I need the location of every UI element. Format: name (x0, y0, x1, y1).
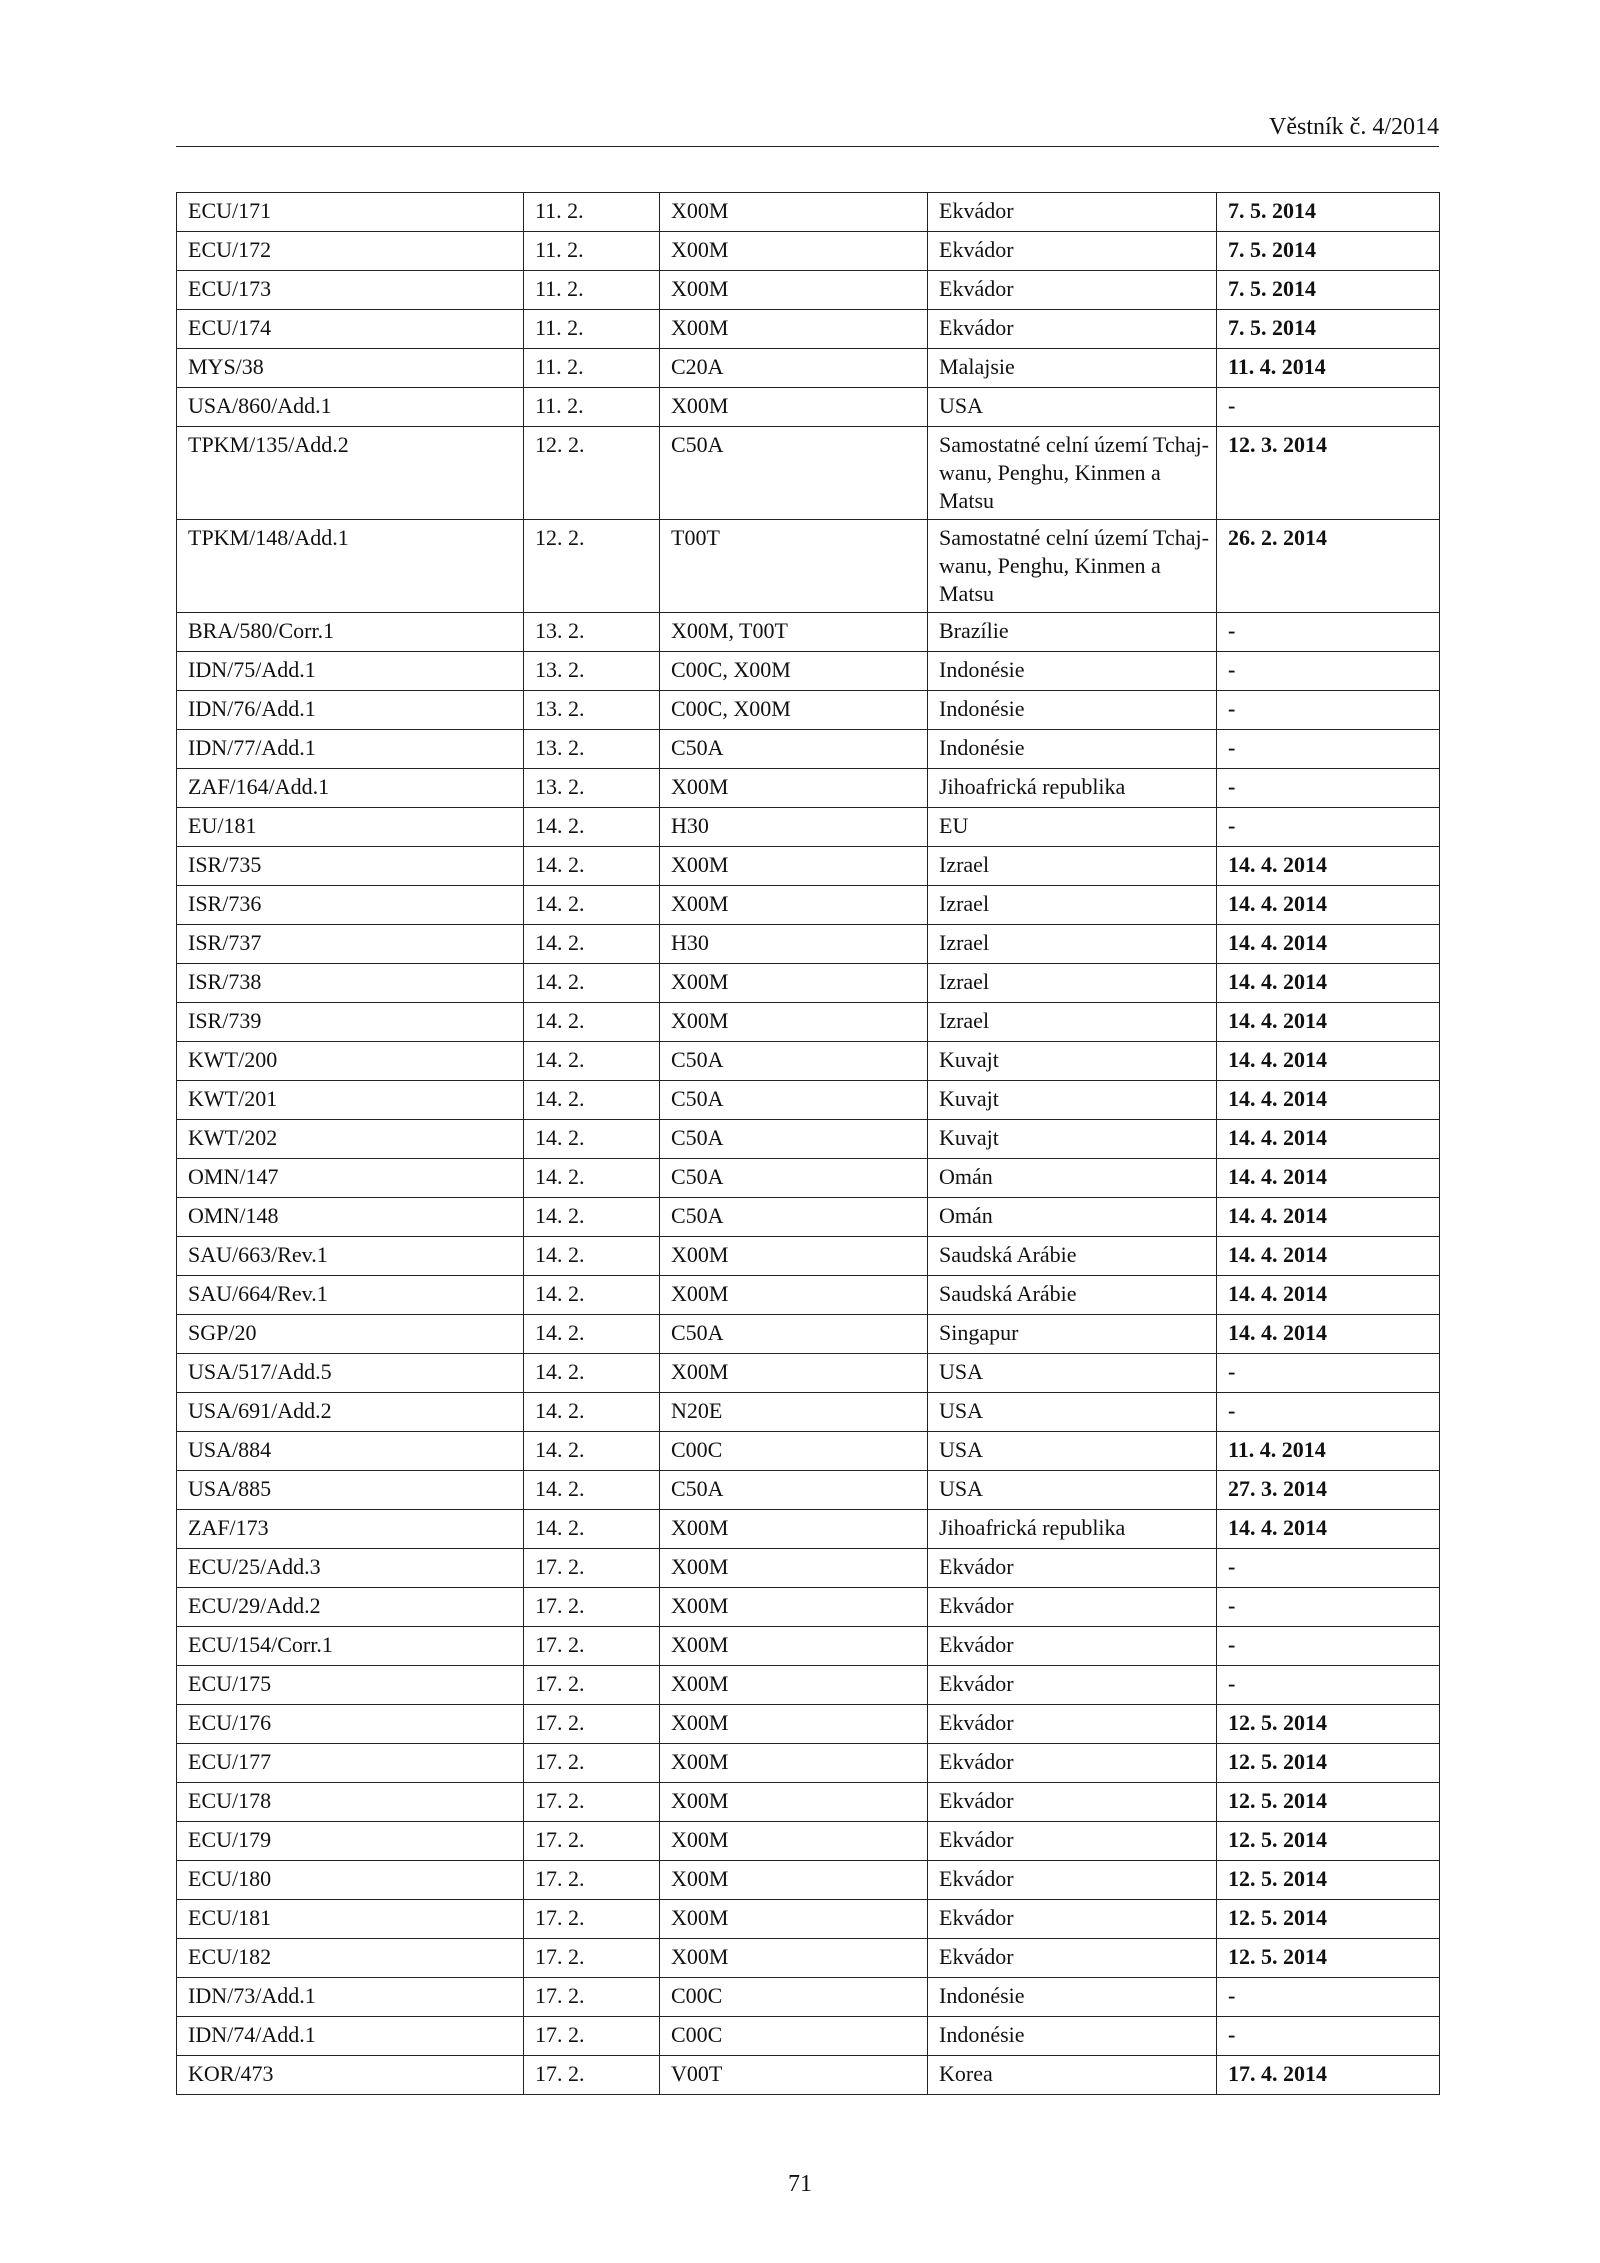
country-cell: Ekvádor (928, 193, 1217, 232)
table-row (177, 1939, 1440, 1978)
country-cell: Kuvajt (928, 1120, 1217, 1159)
measure-code-cell: C50A (660, 1159, 928, 1198)
comment-deadline-cell: 14. 4. 2014 (1217, 847, 1440, 886)
table-row (177, 1315, 1440, 1354)
comment-deadline-cell: 14. 4. 2014 (1217, 1081, 1440, 1120)
comment-deadline-cell: - (1217, 1549, 1440, 1588)
table-row (177, 1471, 1440, 1510)
country-cell: Ekvádor (928, 310, 1217, 349)
measure-code-cell: X00M (660, 1237, 928, 1276)
notification-date-cell: 17. 2. (524, 1666, 660, 1705)
measure-code-cell: X00M (660, 1666, 928, 1705)
measure-code-cell: X00M (660, 1354, 928, 1393)
measure-code-cell: C20A (660, 349, 928, 388)
table-row (177, 1120, 1440, 1159)
notification-date-cell: 17. 2. (524, 1744, 660, 1783)
notification-date-cell: 17. 2. (524, 1822, 660, 1861)
table-row (177, 808, 1440, 847)
measure-code-cell: X00M (660, 1276, 928, 1315)
table-row (177, 2056, 1440, 2095)
comment-deadline-cell: - (1217, 2017, 1440, 2056)
measure-code-cell: X00M (660, 847, 928, 886)
document-id-cell: ISR/735 (177, 847, 524, 886)
country-cell: USA (928, 1471, 1217, 1510)
comment-deadline-cell: 12. 5. 2014 (1217, 1744, 1440, 1783)
table-row (177, 1783, 1440, 1822)
table-row (177, 1432, 1440, 1471)
comment-deadline-cell: 12. 5. 2014 (1217, 1900, 1440, 1939)
comment-deadline-cell: 14. 4. 2014 (1217, 1276, 1440, 1315)
country-cell: Indonésie (928, 1978, 1217, 2017)
document-id-cell: KOR/473 (177, 2056, 524, 2095)
notification-date-cell: 13. 2. (524, 613, 660, 652)
notification-date-cell: 11. 2. (524, 388, 660, 427)
notification-date-cell: 14. 2. (524, 886, 660, 925)
measure-code-cell: C00C (660, 1978, 928, 2017)
notification-date-cell: 17. 2. (524, 1783, 660, 1822)
document-id-cell: SAU/663/Rev.1 (177, 1237, 524, 1276)
table-row (177, 1822, 1440, 1861)
document-id-cell: ZAF/173 (177, 1510, 524, 1549)
measure-code-cell: X00M (660, 232, 928, 271)
country-cell: Izrael (928, 964, 1217, 1003)
table-row (177, 232, 1440, 271)
measure-code-cell: X00M (660, 1783, 928, 1822)
measure-code-cell: N20E (660, 1393, 928, 1432)
measure-code-cell: X00M, T00T (660, 613, 928, 652)
notification-date-cell: 14. 2. (524, 847, 660, 886)
table-row (177, 1393, 1440, 1432)
table-row (177, 769, 1440, 808)
notification-date-cell: 14. 2. (524, 1354, 660, 1393)
country-cell: Omán (928, 1159, 1217, 1198)
comment-deadline-cell: - (1217, 1588, 1440, 1627)
country-cell: Brazílie (928, 613, 1217, 652)
country-cell: Ekvádor (928, 271, 1217, 310)
measure-code-cell: X00M (660, 1627, 928, 1666)
document-id-cell: KWT/201 (177, 1081, 524, 1120)
document-id-cell: ECU/172 (177, 232, 524, 271)
country-cell: Indonésie (928, 730, 1217, 769)
country-cell: Saudská Arábie (928, 1276, 1217, 1315)
document-id-cell: ECU/175 (177, 1666, 524, 1705)
table-body (177, 193, 1440, 2095)
country-cell: Ekvádor (928, 1705, 1217, 1744)
document-id-cell: ISR/737 (177, 925, 524, 964)
comment-deadline-cell: - (1217, 652, 1440, 691)
comment-deadline-cell: 12. 5. 2014 (1217, 1939, 1440, 1978)
country-cell: Malajsie (928, 349, 1217, 388)
table-row (177, 652, 1440, 691)
notification-date-cell: 17. 2. (524, 1861, 660, 1900)
measure-code-cell: X00M (660, 1744, 928, 1783)
country-cell: Singapur (928, 1315, 1217, 1354)
document-id-cell: ECU/182 (177, 1939, 524, 1978)
table-row (177, 613, 1440, 652)
notification-date-cell: 14. 2. (524, 1042, 660, 1081)
notification-date-cell: 17. 2. (524, 1900, 660, 1939)
comment-deadline-cell: - (1217, 769, 1440, 808)
document-id-cell: ECU/176 (177, 1705, 524, 1744)
country-cell: Jihoafrická republika (928, 769, 1217, 808)
country-cell: EU (928, 808, 1217, 847)
table-row (177, 1198, 1440, 1237)
page-number: 71 (788, 2171, 812, 2197)
table-row (177, 1276, 1440, 1315)
document-id-cell: TPKM/148/Add.1 (177, 520, 524, 613)
document-id-cell: TPKM/135/Add.2 (177, 427, 524, 520)
notification-date-cell: 14. 2. (524, 1393, 660, 1432)
measure-code-cell: X00M (660, 1939, 928, 1978)
measure-code-cell: C50A (660, 1315, 928, 1354)
country-cell: Izrael (928, 886, 1217, 925)
measure-code-cell: C50A (660, 1081, 928, 1120)
comment-deadline-cell: 14. 4. 2014 (1217, 886, 1440, 925)
document-id-cell: ISR/736 (177, 886, 524, 925)
notification-date-cell: 11. 2. (524, 193, 660, 232)
country-cell: Kuvajt (928, 1081, 1217, 1120)
notification-date-cell: 14. 2. (524, 1471, 660, 1510)
comment-deadline-cell: 7. 5. 2014 (1217, 193, 1440, 232)
table-row (177, 1354, 1440, 1393)
notification-date-cell: 14. 2. (524, 1081, 660, 1120)
country-cell: USA (928, 1432, 1217, 1471)
document-id-cell: KWT/202 (177, 1120, 524, 1159)
notification-date-cell: 17. 2. (524, 1939, 660, 1978)
notification-date-cell: 14. 2. (524, 1237, 660, 1276)
comment-deadline-cell: 14. 4. 2014 (1217, 1510, 1440, 1549)
notification-date-cell: 12. 2. (524, 520, 660, 613)
comment-deadline-cell: 14. 4. 2014 (1217, 1003, 1440, 1042)
country-cell: Ekvádor (928, 1588, 1217, 1627)
notification-date-cell: 13. 2. (524, 691, 660, 730)
document-id-cell: ECU/179 (177, 1822, 524, 1861)
country-cell: Jihoafrická republika (928, 1510, 1217, 1549)
table-row (177, 271, 1440, 310)
document-id-cell: ECU/174 (177, 310, 524, 349)
document-id-cell: USA/884 (177, 1432, 524, 1471)
table-row (177, 886, 1440, 925)
notification-date-cell: 11. 2. (524, 232, 660, 271)
document-id-cell: IDN/75/Add.1 (177, 652, 524, 691)
measure-code-cell: X00M (660, 193, 928, 232)
comment-deadline-cell: 14. 4. 2014 (1217, 1120, 1440, 1159)
notification-date-cell: 14. 2. (524, 1276, 660, 1315)
measure-code-cell: X00M (660, 769, 928, 808)
comment-deadline-cell: - (1217, 1393, 1440, 1432)
measure-code-cell: C50A (660, 427, 928, 520)
document-id-cell: ISR/738 (177, 964, 524, 1003)
country-cell: Ekvádor (928, 1822, 1217, 1861)
country-cell: Kuvajt (928, 1042, 1217, 1081)
document-id-cell: ECU/173 (177, 271, 524, 310)
document-id-cell: OMN/147 (177, 1159, 524, 1198)
measure-code-cell: X00M (660, 886, 928, 925)
table-row (177, 1666, 1440, 1705)
measure-code-cell: T00T (660, 520, 928, 613)
notification-date-cell: 14. 2. (524, 808, 660, 847)
comment-deadline-cell: 7. 5. 2014 (1217, 271, 1440, 310)
document-id-cell: USA/860/Add.1 (177, 388, 524, 427)
notification-date-cell: 14. 2. (524, 1159, 660, 1198)
table-row (177, 1861, 1440, 1900)
document-id-cell: SAU/664/Rev.1 (177, 1276, 524, 1315)
notification-date-cell: 14. 2. (524, 1432, 660, 1471)
measure-code-cell: C50A (660, 1042, 928, 1081)
document-id-cell: ECU/29/Add.2 (177, 1588, 524, 1627)
country-cell: Indonésie (928, 652, 1217, 691)
measure-code-cell: X00M (660, 1549, 928, 1588)
comment-deadline-cell: 14. 4. 2014 (1217, 1198, 1440, 1237)
measure-code-cell: C00C, X00M (660, 652, 928, 691)
country-cell: Samostatné celní území Tchaj-wanu, Penghu, Kinmen a Matsu (928, 520, 1217, 613)
measure-code-cell: C50A (660, 1471, 928, 1510)
notifications-table (176, 192, 1440, 2095)
measure-code-cell: C00C, X00M (660, 691, 928, 730)
measure-code-cell: X00M (660, 388, 928, 427)
document-id-cell: ISR/739 (177, 1003, 524, 1042)
document-id-cell: IDN/73/Add.1 (177, 1978, 524, 2017)
document-id-cell: IDN/76/Add.1 (177, 691, 524, 730)
country-cell: Ekvádor (928, 1627, 1217, 1666)
table-row (177, 1237, 1440, 1276)
country-cell: Ekvádor (928, 1744, 1217, 1783)
country-cell: Izrael (928, 847, 1217, 886)
measure-code-cell: X00M (660, 1900, 928, 1939)
country-cell: Samostatné celní území Tchaj-wanu, Penghu, Kinmen a Matsu (928, 427, 1217, 520)
table-row (177, 964, 1440, 1003)
notification-date-cell: 17. 2. (524, 1627, 660, 1666)
table-row (177, 2017, 1440, 2056)
document-id-cell: OMN/148 (177, 1198, 524, 1237)
table-row (177, 1978, 1440, 2017)
measure-code-cell: X00M (660, 310, 928, 349)
document-id-cell: SGP/20 (177, 1315, 524, 1354)
table-row (177, 388, 1440, 427)
comment-deadline-cell: - (1217, 613, 1440, 652)
document-id-cell: IDN/74/Add.1 (177, 2017, 524, 2056)
table-row (177, 349, 1440, 388)
document-id-cell: MYS/38 (177, 349, 524, 388)
table-row (177, 1510, 1440, 1549)
table-row (177, 193, 1440, 232)
notification-date-cell: 14. 2. (524, 1510, 660, 1549)
country-cell: Omán (928, 1198, 1217, 1237)
document-id-cell: ZAF/164/Add.1 (177, 769, 524, 808)
measure-code-cell: X00M (660, 1861, 928, 1900)
notification-date-cell: 13. 2. (524, 652, 660, 691)
table-row (177, 1549, 1440, 1588)
document-id-cell: ECU/171 (177, 193, 524, 232)
comment-deadline-cell: 26. 2. 2014 (1217, 520, 1440, 613)
table-row (177, 1042, 1440, 1081)
notification-date-cell: 12. 2. (524, 427, 660, 520)
comment-deadline-cell: - (1217, 1627, 1440, 1666)
country-cell: Ekvádor (928, 1939, 1217, 1978)
notification-date-cell: 17. 2. (524, 1705, 660, 1744)
country-cell: Izrael (928, 1003, 1217, 1042)
notification-date-cell: 11. 2. (524, 271, 660, 310)
notification-date-cell: 14. 2. (524, 1003, 660, 1042)
document-id-cell: EU/181 (177, 808, 524, 847)
measure-code-cell: H30 (660, 808, 928, 847)
table-row (177, 1003, 1440, 1042)
measure-code-cell: C00C (660, 2017, 928, 2056)
document-id-cell: USA/691/Add.2 (177, 1393, 524, 1432)
country-cell: Ekvádor (928, 232, 1217, 271)
measure-code-cell: C00C (660, 1432, 928, 1471)
country-cell: USA (928, 388, 1217, 427)
document-id-cell: ECU/25/Add.3 (177, 1549, 524, 1588)
country-cell: Ekvádor (928, 1900, 1217, 1939)
country-cell: Saudská Arábie (928, 1237, 1217, 1276)
measure-code-cell: X00M (660, 1003, 928, 1042)
comment-deadline-cell: 12. 5. 2014 (1217, 1705, 1440, 1744)
country-cell: Ekvádor (928, 1861, 1217, 1900)
table-row (177, 1081, 1440, 1120)
comment-deadline-cell: 7. 5. 2014 (1217, 310, 1440, 349)
comment-deadline-cell: 14. 4. 2014 (1217, 1237, 1440, 1276)
comment-deadline-cell: 17. 4. 2014 (1217, 2056, 1440, 2095)
table-row (177, 427, 1440, 520)
notification-date-cell: 17. 2. (524, 2056, 660, 2095)
document-id-cell: ECU/181 (177, 1900, 524, 1939)
table-row (177, 925, 1440, 964)
comment-deadline-cell: 14. 4. 2014 (1217, 1315, 1440, 1354)
notification-date-cell: 14. 2. (524, 925, 660, 964)
notification-date-cell: 11. 2. (524, 349, 660, 388)
comment-deadline-cell: - (1217, 1978, 1440, 2017)
comment-deadline-cell: 11. 4. 2014 (1217, 1432, 1440, 1471)
table-row (177, 730, 1440, 769)
measure-code-cell: X00M (660, 1705, 928, 1744)
table-row (177, 1588, 1440, 1627)
table-row (177, 1744, 1440, 1783)
measure-code-cell: C50A (660, 1120, 928, 1159)
table-row (177, 1900, 1440, 1939)
document-id-cell: USA/885 (177, 1471, 524, 1510)
country-cell: USA (928, 1354, 1217, 1393)
measure-code-cell: X00M (660, 1588, 928, 1627)
comment-deadline-cell: 12. 5. 2014 (1217, 1783, 1440, 1822)
comment-deadline-cell: 12. 3. 2014 (1217, 427, 1440, 520)
measure-code-cell: X00M (660, 1822, 928, 1861)
comment-deadline-cell: 7. 5. 2014 (1217, 232, 1440, 271)
document-id-cell: USA/517/Add.5 (177, 1354, 524, 1393)
table-row (177, 1159, 1440, 1198)
measure-code-cell: X00M (660, 1510, 928, 1549)
journal-title: Věstník č. 4/2014 (1269, 114, 1439, 140)
comment-deadline-cell: 11. 4. 2014 (1217, 349, 1440, 388)
comment-deadline-cell: 14. 4. 2014 (1217, 1159, 1440, 1198)
country-cell: USA (928, 1393, 1217, 1432)
country-cell: Ekvádor (928, 1783, 1217, 1822)
table-row (177, 310, 1440, 349)
comment-deadline-cell: - (1217, 1666, 1440, 1705)
measure-code-cell: V00T (660, 2056, 928, 2095)
notification-date-cell: 14. 2. (524, 1120, 660, 1159)
comment-deadline-cell: - (1217, 691, 1440, 730)
measure-code-cell: X00M (660, 964, 928, 1003)
document-id-cell: ECU/177 (177, 1744, 524, 1783)
document-id-cell: ECU/180 (177, 1861, 524, 1900)
table-row (177, 1705, 1440, 1744)
notification-date-cell: 13. 2. (524, 730, 660, 769)
country-cell: Indonésie (928, 691, 1217, 730)
document-id-cell: IDN/77/Add.1 (177, 730, 524, 769)
notification-date-cell: 14. 2. (524, 964, 660, 1003)
country-cell: Korea (928, 2056, 1217, 2095)
comment-deadline-cell: 12. 5. 2014 (1217, 1822, 1440, 1861)
comment-deadline-cell: 12. 5. 2014 (1217, 1861, 1440, 1900)
country-cell: Ekvádor (928, 1549, 1217, 1588)
comment-deadline-cell: 14. 4. 2014 (1217, 925, 1440, 964)
measure-code-cell: H30 (660, 925, 928, 964)
notification-date-cell: 17. 2. (524, 1549, 660, 1588)
comment-deadline-cell: - (1217, 1354, 1440, 1393)
comment-deadline-cell: 27. 3. 2014 (1217, 1471, 1440, 1510)
document-id-cell: ECU/154/Corr.1 (177, 1627, 524, 1666)
notification-date-cell: 14. 2. (524, 1198, 660, 1237)
document-id-cell: KWT/200 (177, 1042, 524, 1081)
document-id-cell: ECU/178 (177, 1783, 524, 1822)
document-id-cell: BRA/580/Corr.1 (177, 613, 524, 652)
notification-date-cell: 11. 2. (524, 310, 660, 349)
table-row (177, 1627, 1440, 1666)
notification-date-cell: 17. 2. (524, 1588, 660, 1627)
measure-code-cell: X00M (660, 271, 928, 310)
notification-date-cell: 17. 2. (524, 1978, 660, 2017)
measure-code-cell: C50A (660, 1198, 928, 1237)
table-row (177, 847, 1440, 886)
measure-code-cell: C50A (660, 730, 928, 769)
comment-deadline-cell: - (1217, 388, 1440, 427)
page-header (176, 110, 1439, 147)
country-cell: Izrael (928, 925, 1217, 964)
notification-date-cell: 17. 2. (524, 2017, 660, 2056)
country-cell: Indonésie (928, 2017, 1217, 2056)
comment-deadline-cell: - (1217, 730, 1440, 769)
notification-date-cell: 13. 2. (524, 769, 660, 808)
country-cell: Ekvádor (928, 1666, 1217, 1705)
table-row (177, 691, 1440, 730)
table-row (177, 520, 1440, 613)
notification-date-cell: 14. 2. (524, 1315, 660, 1354)
comment-deadline-cell: 14. 4. 2014 (1217, 1042, 1440, 1081)
comment-deadline-cell: 14. 4. 2014 (1217, 964, 1440, 1003)
comment-deadline-cell: - (1217, 808, 1440, 847)
